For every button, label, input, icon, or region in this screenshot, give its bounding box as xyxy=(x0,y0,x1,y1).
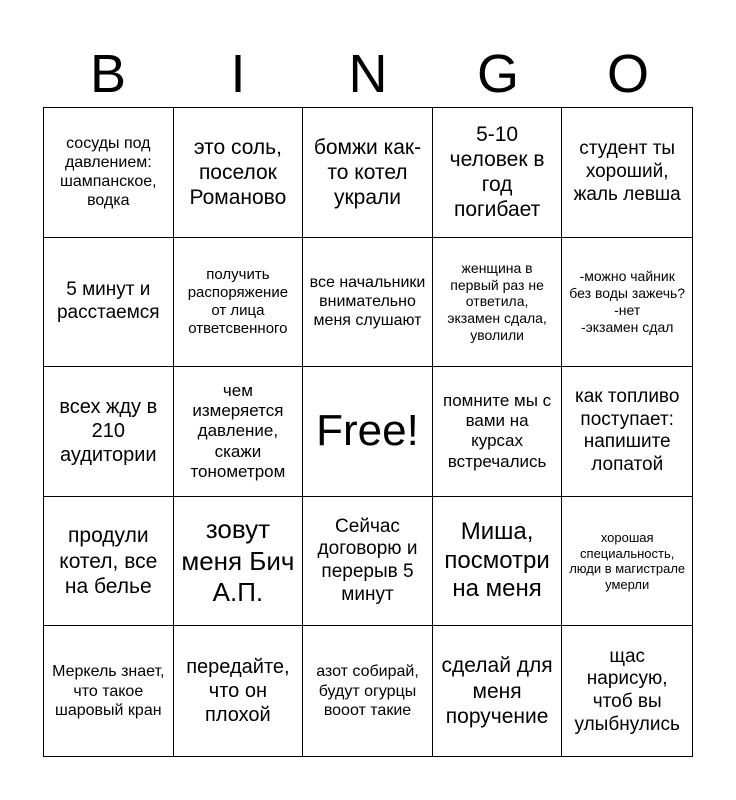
cell-text: передайте, что он плохой xyxy=(186,656,290,727)
bingo-cell[interactable] xyxy=(562,626,692,756)
cell-text: сделай для меня поручение xyxy=(441,654,553,728)
header-letter-b: B xyxy=(89,44,127,104)
cell-text: получить распоряжение от лица ответсвенного xyxy=(187,265,289,337)
bingo-cell[interactable] xyxy=(174,108,304,238)
bingo-cell[interactable] xyxy=(303,238,433,368)
cell-text: это соль, поселок Романово xyxy=(189,135,287,209)
cell-text: бомжи как-то котел украли xyxy=(313,135,422,209)
bingo-cell[interactable] xyxy=(562,367,692,497)
cell-text: женщина в первый раз не ответила, экзамен сдала, уволили xyxy=(447,259,547,344)
bingo-cell[interactable] xyxy=(44,497,174,627)
bingo-cell[interactable] xyxy=(433,367,563,497)
bingo-header xyxy=(43,40,693,108)
bingo-cell[interactable] xyxy=(174,238,304,368)
bingo-cell[interactable] xyxy=(174,497,304,627)
header-letter-o: O xyxy=(606,44,649,104)
bingo-cell[interactable] xyxy=(303,626,433,756)
cell-text: чем измеряется давление, скажи тонометром xyxy=(190,380,286,482)
bingo-cell[interactable] xyxy=(433,626,563,756)
cell-text: помните мы с вами на курсах встречались xyxy=(443,390,552,471)
cell-text: 5 минут и расстаемся xyxy=(56,279,160,323)
cell-text: хорошая специальность, люди в магистрале умерли xyxy=(569,529,686,592)
bingo-cell[interactable] xyxy=(174,626,304,756)
bingo-cell[interactable] xyxy=(44,626,174,756)
header-letter-g: G xyxy=(476,44,519,104)
cell-text: как топливо поступает: напишите лопатой xyxy=(575,385,680,476)
bingo-cell[interactable] xyxy=(433,238,563,368)
bingo-cell[interactable] xyxy=(174,367,304,497)
free-space-label: Free! xyxy=(316,406,419,456)
cell-text: щас нарисую, чтоб вы улыбнулись xyxy=(574,645,680,735)
bingo-cell[interactable] xyxy=(562,108,692,238)
cell-text: зовут меня Бич А.П. xyxy=(181,514,295,607)
bingo-cell[interactable] xyxy=(44,108,174,238)
header-letter-n: N xyxy=(348,44,388,104)
cell-text: всех жду в 210 аудитории xyxy=(59,396,158,467)
bingo-cell[interactable] xyxy=(44,367,174,497)
cell-text: сосуды под давлением: шампанское, водка xyxy=(60,134,157,210)
bingo-cell[interactable] xyxy=(303,497,433,627)
cell-text: Миша, посмотри на меня xyxy=(444,517,550,603)
bingo-cell[interactable] xyxy=(303,108,433,238)
cell-text: Сейчас договорю и перерыв 5 минут xyxy=(317,515,418,605)
free-space[interactable] xyxy=(303,367,433,497)
bingo-cell[interactable] xyxy=(433,108,563,238)
bingo-cell[interactable] xyxy=(44,238,174,368)
cell-text: продули котел, все на белье xyxy=(59,524,158,598)
cell-text: азот собирай, будут огурцы вооот такие xyxy=(316,663,419,719)
header-letter-i: I xyxy=(230,44,246,104)
bingo-board xyxy=(43,107,693,757)
cell-text: -можно чайник без воды зажечь? -нет -экзамен сдал xyxy=(569,268,686,335)
bingo-cell[interactable] xyxy=(562,238,692,368)
bingo-cell[interactable] xyxy=(562,497,692,627)
cell-text: 5-10 человек в год погибает xyxy=(449,122,545,222)
cell-text: Меркель знает, что такое шаровый кран xyxy=(52,663,165,719)
bingo-cell[interactable] xyxy=(433,497,563,627)
cell-text: все начальники внимательно меня слушают xyxy=(309,274,426,330)
cell-text: студент ты хороший, жаль левша xyxy=(573,138,681,205)
